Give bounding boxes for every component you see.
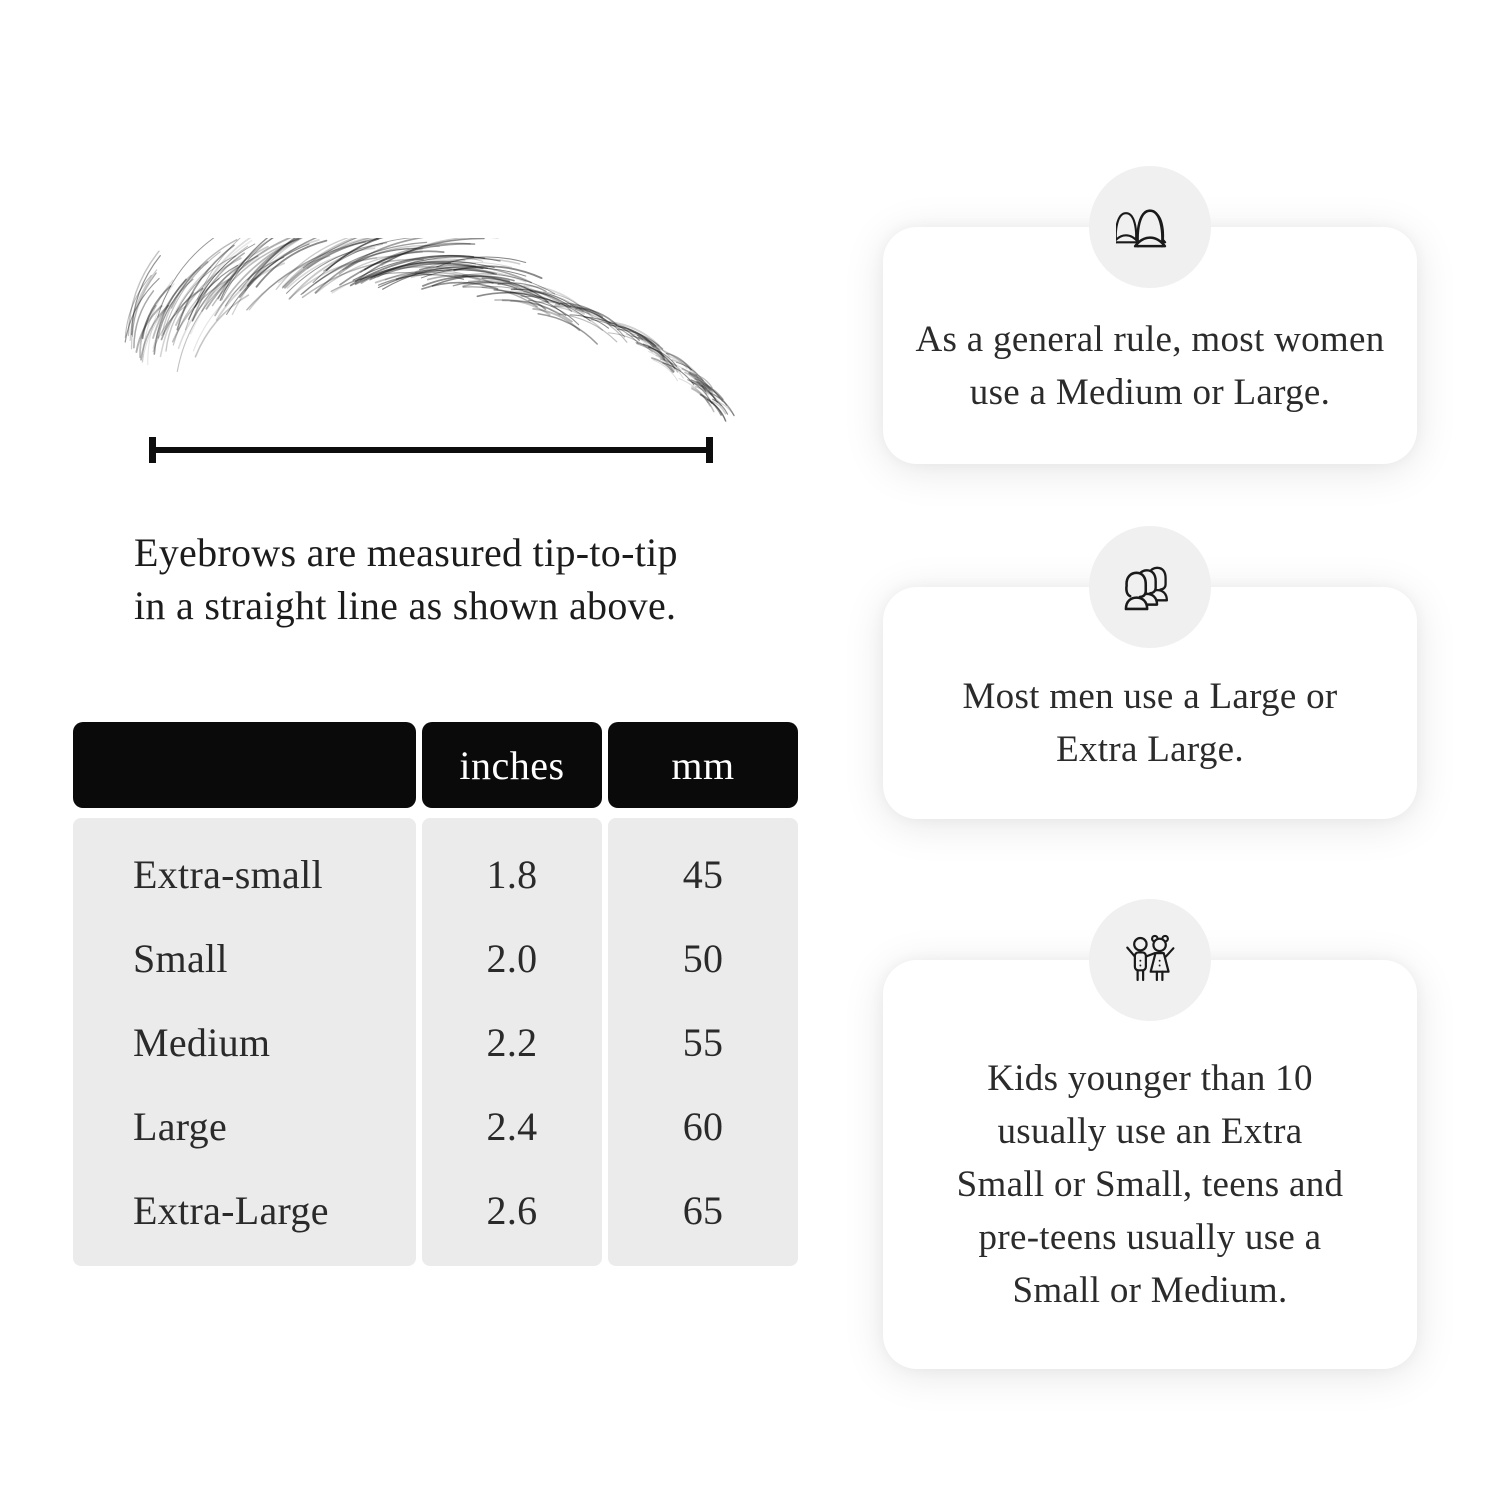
measurement-line-left-cap <box>149 437 156 463</box>
table-cell-mm: 60 <box>682 1103 724 1149</box>
table-cell-mm: 50 <box>682 935 724 981</box>
table-cell-size: Large <box>133 1103 228 1149</box>
size-table-header-inches: inches <box>422 722 602 808</box>
tip-card-kids <box>883 960 1417 1369</box>
measurement-line <box>150 447 712 453</box>
table-cell-size: Extra-Large <box>133 1187 329 1233</box>
table-cell-size: Medium <box>133 1019 271 1065</box>
tip-card-men-text <box>962 670 1337 776</box>
size-table-column-inches <box>422 818 602 1266</box>
table-cell-mm: 65 <box>682 1187 724 1233</box>
size-table-header-size <box>73 722 416 808</box>
tip-line: Extra Large. <box>1056 729 1244 770</box>
table-cell-mm: 45 <box>682 851 724 897</box>
tip-card-women-text <box>915 313 1384 419</box>
table-cell-size: Small <box>133 935 228 981</box>
tip-line: use a Medium or Large. <box>969 371 1331 413</box>
caption-line: in a straight line as shown above. <box>134 583 677 628</box>
table-cell-size: Extra-small <box>133 851 323 897</box>
children-icon <box>1089 899 1211 1021</box>
tip-line: Most men use a Large or <box>962 676 1338 717</box>
size-table-body <box>73 818 798 1266</box>
tip-line: usually use an Extra <box>997 1111 1303 1152</box>
table-cell-inches: 2.2 <box>486 1019 538 1065</box>
tip-card-kids-text <box>957 1052 1344 1317</box>
measurement-caption <box>134 526 754 632</box>
tip-line: pre-teens usually use a <box>978 1217 1322 1258</box>
size-table-column-mm <box>608 818 798 1266</box>
tip-card-women <box>883 227 1417 464</box>
size-table-header-mm: mm <box>608 722 798 808</box>
table-cell-inches: 2.6 <box>486 1187 538 1233</box>
tip-line: Small or Small, teens and <box>956 1164 1344 1205</box>
tip-line: Small or Medium. <box>1012 1270 1288 1311</box>
table-cell-inches: 2.4 <box>486 1103 538 1149</box>
men-group-icon <box>1089 526 1211 648</box>
size-table-column-sizes <box>73 818 416 1266</box>
table-cell-inches: 2.0 <box>486 935 538 981</box>
women-group-icon <box>1089 166 1211 288</box>
tip-line: Kids younger than 10 <box>987 1058 1313 1099</box>
measurement-line-right-cap <box>706 437 713 463</box>
size-table-header <box>73 722 798 808</box>
table-cell-mm: 55 <box>682 1019 724 1065</box>
tip-line: As a general rule, most women <box>915 318 1385 360</box>
table-cell-inches: 1.8 <box>486 851 538 897</box>
tip-card-men <box>883 587 1417 819</box>
caption-line: Eyebrows are measured tip-to-tip <box>134 530 678 575</box>
eyebrow-illustration <box>112 238 737 423</box>
